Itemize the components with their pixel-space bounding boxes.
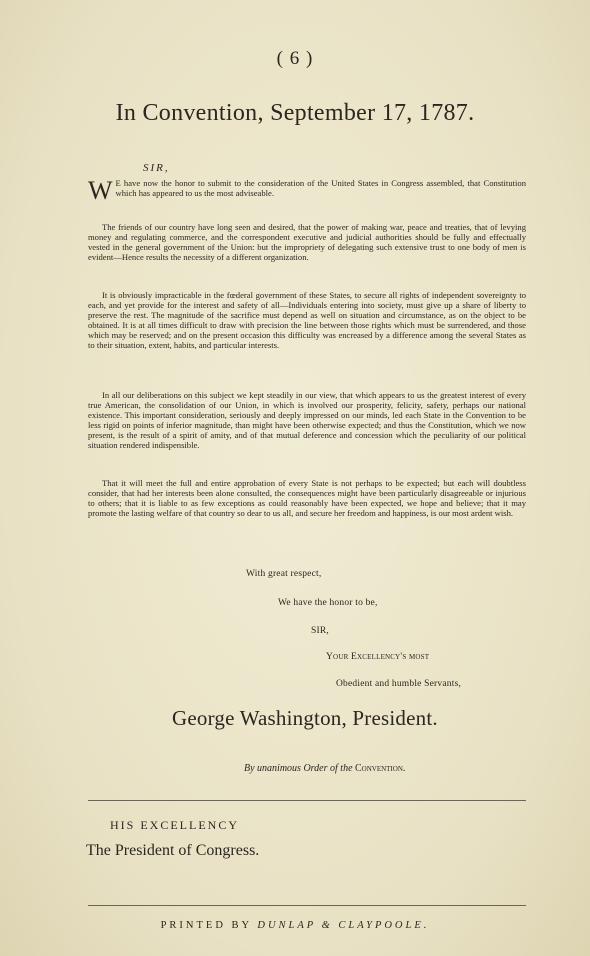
paragraph-2 [88,222,526,262]
document-heading: In Convention, September 17, 1787. [115,100,475,126]
addressee-title: HIS EXCELLENCY [110,818,239,832]
paragraph-4 [88,390,526,450]
paragraph-text: That it will meet the full and entire approbation of every State is not perhaps to be expected; but each will doubtless consider, that had her interests been alone consulted, the consequences might have been particularly disagreeable or injurious to others; that it is liable to as few exceptions as could reasonably have been expected, we hope and believe; that it may promote the lasting welfare of that country so dear to us all, and secure her freedom and happiness, is our most ardent wish. [88,478,526,518]
divider [88,800,526,801]
drop-cap: W [88,176,113,205]
closing-line: Your Excellency's most [326,652,430,662]
closing-line: Obedient and humble Servants, [336,679,462,689]
order-body: Convention. [355,763,406,774]
closing-line: We have the honor to be, [278,598,378,608]
printer-prefix: PRINTED BY [160,920,252,931]
salutation: SIR, [143,162,170,174]
addressee: The President of Congress. [86,842,260,859]
paragraph-text: In all our deliberations on this subject we kept steadily in our view, that which appears to us the greatest interest of every true American, the consolidation of our Union, in which is involved our prosperity, felicity, safety, perhaps our national existence. This important consideration, seriously and deeply impressed on our minds, led each State in the Convention to be less rigid on points of inferior magnitude, than might have been otherwise expected; and thus the Constitution, which we now present, is the result of a spirit of amity, and of that mutual deference and concession which the peculiarity of our political situation rendered indispensible. [88,390,526,450]
closing-line: SIR, [311,626,329,636]
divider [88,905,526,906]
closing-line: With great respect, [246,569,322,579]
signature: George Washington, President. [172,706,438,730]
paragraph-text: It is obviously impracticable in the fœderal government of these States, to secure all rights of independent sovereignty to each, and yet provide for the interest and safety of all—Individuals entering into society, must give up a share of liberty to preserve the rest. The magnitude of the sacrifice must depend as well on situation and circumstance, as on the object to be obtained. It is at all times difficult to draw with precision the line between those rights which must be surrendered, and those which may be reserved; and on the present occasion this difficulty was encreased by a difference among the several States as to their situation, extent, habits, and particular interests. [88,290,526,350]
paragraph-5 [88,478,526,518]
printer-line [0,920,590,931]
order-prefix: By unanimous Order of the [244,763,353,774]
paragraph-text: E have now the honor to submit to the consideration of the United States in Congress assembled, that Constitution which has appeared to us the most adviseable. [115,178,526,198]
paragraph-3 [88,290,526,350]
page-number: ( 6 ) [276,48,314,69]
paragraph-1 [88,176,526,205]
paragraph-text: The friends of our country have long seen and desired, that the power of making war, peace and treaties, that of levying money and regulating commerce, and the correspondent executive and judicial authorities should be fully and effectually vested in the general government of the Union: but the impropriety of delegating such extensive trust to one body of men is evident—Hence results the necessity of a different organization. [88,222,526,262]
printer-names: DUNLAP & CLAYPOOLE. [257,920,430,931]
order-line [244,763,405,774]
